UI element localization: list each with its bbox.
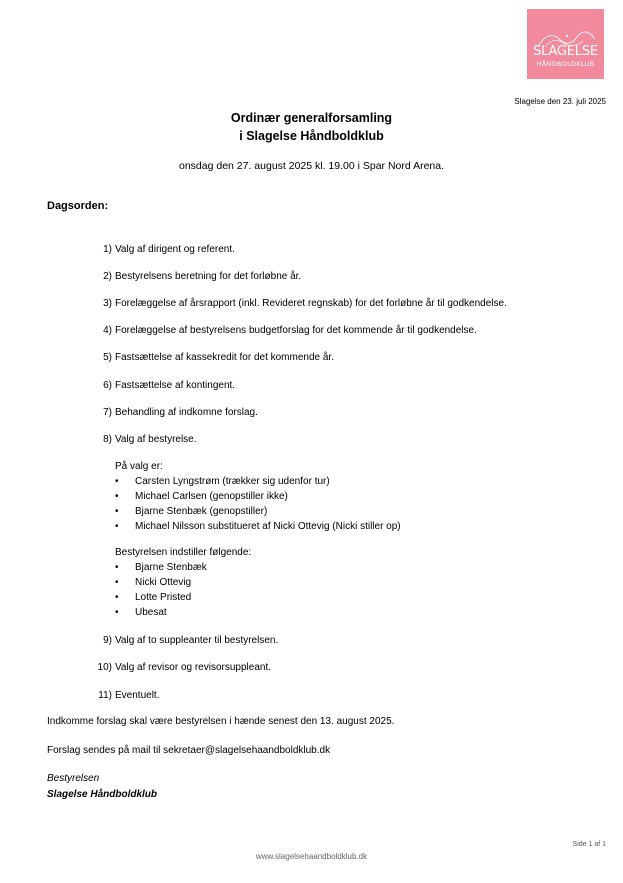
bullet-icon: • (115, 562, 119, 573)
agenda-item-text: Valg af revisor og revisorsuppleant. (115, 662, 272, 673)
agenda-item-number: 5) (103, 352, 112, 363)
agenda-item-text: Behandling af indkomne forslag. (115, 407, 258, 418)
page-number: Side 1 af 1 (572, 841, 606, 848)
bullet-text: Nicki Ottevig (135, 577, 192, 588)
signature-board: Bestyrelsen (47, 773, 100, 784)
document-date: Slagelse den 23. juli 2025 (514, 97, 606, 106)
agenda-item-text: Valg af to suppleanter til bestyrelsen. (115, 635, 279, 646)
footer-url: www.slagelsehaandboldklub.dk (255, 852, 368, 861)
on-election-label: På valg er: (115, 461, 163, 472)
bullet-icon: • (115, 476, 119, 487)
bullet-text: Carsten Lyngstrøm (trækker sig udenfor tur) (135, 476, 330, 487)
bullet-icon: • (115, 491, 119, 502)
bullet-text: Bjarne Stenbæk (genopstiller) (135, 506, 268, 517)
agenda-item-text: Valg af dirigent og referent. (115, 244, 235, 255)
agenda-item-text: Valg af bestyrelse. (115, 434, 197, 445)
agenda-item-text: Eventuelt. (115, 690, 160, 701)
logo-subtitle: HÅNDBOLDKLUB (536, 60, 595, 68)
nominees-label: Bestyrelsen indstiller følgende: (115, 547, 252, 558)
agenda-item-number: 2) (103, 271, 112, 282)
proposal-deadline-note: Indkomme forslag skal være bestyrelsen i hænde senest den 13. august 2025. (47, 716, 395, 727)
logo-name: SLAGELSE (533, 44, 598, 59)
bullet-text: Ubesat (135, 607, 167, 618)
meeting-details: onsdag den 27. august 2025 kl. 19.00 i Spar Nord Arena. (178, 160, 445, 172)
bullet-text: Lotte Pristed (135, 592, 192, 603)
agenda-item-number: 3) (103, 298, 112, 309)
agenda-item-number: 7) (103, 407, 112, 418)
agenda-item-text: Fastsættelse af kassekredit for det kommende år. (115, 352, 334, 363)
bullet-icon: • (115, 577, 119, 588)
agenda-item-number: 10) (97, 662, 112, 673)
bullet-text: Michael Nilsson substitueret af Nicki Ottevig (Nicki stiller op) (135, 521, 401, 532)
signature-club: Slagelse Håndboldklub (47, 789, 158, 800)
agenda-item-number: 9) (103, 635, 112, 646)
agenda-heading: Dagsorden: (47, 200, 109, 212)
agenda-item-number: 4) (103, 325, 112, 336)
bullet-text: Bjarne Stenbæk (135, 562, 207, 573)
agenda-item-number: 6) (103, 380, 112, 391)
bullet-icon: • (115, 506, 119, 517)
agenda-item-number: 11) (98, 690, 112, 701)
document-title-line2: i Slagelse Håndboldklub (239, 129, 384, 143)
agenda-item-text: Forelæggelse af bestyrelsens budgetforslag for det kommende år til godkendelse. (115, 325, 477, 336)
bullet-icon: • (115, 592, 119, 603)
agenda-item-number: 1) (103, 244, 112, 255)
proposal-email-note: Forslag sendes på mail til sekretaer@slagelsehaandboldklub.dk (47, 745, 331, 756)
agenda-item-text: Bestyrelsens beretning for det forløbne år. (115, 271, 302, 282)
bullet-icon: • (115, 607, 119, 618)
agenda-item-text: Forelæggelse af årsrapport (inkl. Revideret regnskab) for det forløbne år til godkendelse. (115, 298, 507, 309)
agenda-item-text: Fastsættelse af kontingent. (115, 380, 236, 391)
document-title-line1: Ordinær generalforsamling (230, 111, 393, 125)
club-logo (527, 9, 604, 79)
bullet-text: Michael Carlsen (genopstiller ikke) (135, 491, 288, 502)
agenda-item-number: 8) (103, 434, 112, 445)
bullet-icon: • (115, 521, 119, 532)
